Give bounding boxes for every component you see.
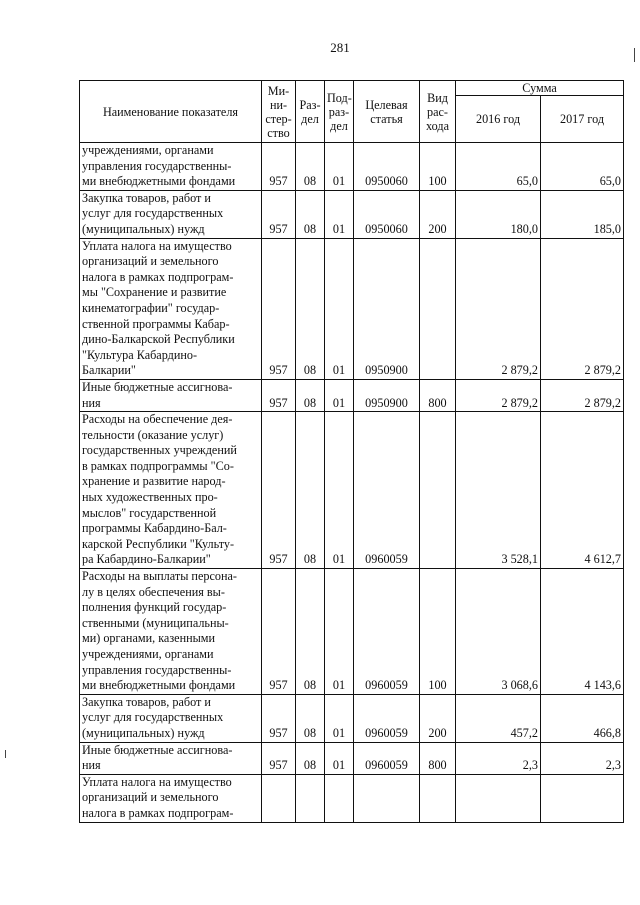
header-subsection: Под- раз- дел	[325, 81, 354, 143]
row-subsection: 01	[325, 412, 354, 569]
row-name: Расходы на выплаты персона- лу в целях обеспечения вы- полнения функций государ- ственными (муниципальны- ми) органами, казенными учреждениями, органами управления государственны- ми внебюджетными фондами	[80, 569, 262, 695]
row-amount-2016: 2,3	[456, 742, 541, 774]
table-row	[80, 694, 624, 742]
row-amount-2017: 185,0	[541, 190, 624, 238]
row-expense-type: 200	[420, 694, 456, 742]
row-target: 0960059	[354, 694, 420, 742]
row-name: Уплата налога на имущество организаций и земельного налога в рамках подпрограм- мы "Сохранение и развитие кинематографии" государ- ственной программы Кабар- дино-Балкарской Республики "Культура Кабардино- Балкарии"	[80, 238, 262, 379]
header-target: Целевая статья	[354, 81, 420, 143]
row-name: Иные бюджетные ассигнова- ния	[80, 742, 262, 774]
row-ministry	[262, 774, 296, 822]
row-subsection: 01	[325, 569, 354, 695]
row-section: 08	[296, 379, 325, 411]
table-row	[80, 412, 624, 569]
table-row	[80, 379, 624, 411]
header-ministry: Ми- ни- стер- ство	[262, 81, 296, 143]
row-subsection: 01	[325, 238, 354, 379]
table-row	[80, 238, 624, 379]
budget-table	[79, 80, 624, 823]
row-section: 08	[296, 238, 325, 379]
row-amount-2017: 466,8	[541, 694, 624, 742]
row-section	[296, 774, 325, 822]
row-expense-type	[420, 774, 456, 822]
row-target: 0960059	[354, 742, 420, 774]
row-subsection: 01	[325, 190, 354, 238]
row-ministry: 957	[262, 190, 296, 238]
header-name: Наименование показателя	[80, 81, 262, 143]
table-row	[80, 190, 624, 238]
row-target: 0950900	[354, 379, 420, 411]
table-body	[80, 143, 624, 823]
row-ministry: 957	[262, 569, 296, 695]
row-amount-2017: 4 612,7	[541, 412, 624, 569]
row-target: 0950900	[354, 238, 420, 379]
row-name: Расходы на обеспечение дея- тельности (оказание услуг) государственных учреждений в рамках подпрограммы "Со- хранение и развитие народ- ных художественных про- мыслов" государственной программы Кабардино-Бал- карской Республики "Культу- ра Кабардино-Балкарии"	[80, 412, 262, 569]
row-expense-type: 200	[420, 190, 456, 238]
row-subsection: 01	[325, 379, 354, 411]
row-section: 08	[296, 143, 325, 191]
row-subsection: 01	[325, 742, 354, 774]
row-amount-2016: 3 528,1	[456, 412, 541, 569]
table-row	[80, 569, 624, 695]
table-header	[80, 81, 624, 143]
row-amount-2016: 2 879,2	[456, 379, 541, 411]
row-expense-type: 800	[420, 742, 456, 774]
header-sum: Сумма	[456, 81, 624, 96]
row-amount-2016: 2 879,2	[456, 238, 541, 379]
row-target: 0950060	[354, 190, 420, 238]
row-expense-type: 100	[420, 569, 456, 695]
row-expense-type	[420, 238, 456, 379]
row-name: Закупка товаров, работ и услуг для государственных (муниципальных) нужд	[80, 190, 262, 238]
row-section: 08	[296, 190, 325, 238]
row-ministry: 957	[262, 742, 296, 774]
row-section: 08	[296, 569, 325, 695]
row-amount-2017: 2,3	[541, 742, 624, 774]
row-subsection: 01	[325, 694, 354, 742]
header-year-2017: 2017 год	[541, 96, 624, 143]
margin-mark	[634, 48, 635, 62]
row-amount-2016: 65,0	[456, 143, 541, 191]
row-target	[354, 774, 420, 822]
row-amount-2017: 2 879,2	[541, 238, 624, 379]
row-amount-2016	[456, 774, 541, 822]
row-amount-2017: 2 879,2	[541, 379, 624, 411]
row-ministry: 957	[262, 379, 296, 411]
row-amount-2016: 457,2	[456, 694, 541, 742]
row-name: Иные бюджетные ассигнова- ния	[80, 379, 262, 411]
row-amount-2017	[541, 774, 624, 822]
row-subsection	[325, 774, 354, 822]
row-ministry: 957	[262, 143, 296, 191]
table-row	[80, 143, 624, 191]
row-amount-2017: 65,0	[541, 143, 624, 191]
row-ministry: 957	[262, 694, 296, 742]
row-name: Закупка товаров, работ и услуг для государственных (муниципальных) нужд	[80, 694, 262, 742]
row-amount-2016: 180,0	[456, 190, 541, 238]
margin-mark	[5, 750, 6, 758]
header-expense-type: Вид рас- хода	[420, 81, 456, 143]
header-year-2016: 2016 год	[456, 96, 541, 143]
row-target: 0960059	[354, 412, 420, 569]
row-amount-2016: 3 068,6	[456, 569, 541, 695]
row-section: 08	[296, 694, 325, 742]
page-number: 281	[330, 40, 350, 55]
table-row	[80, 774, 624, 822]
row-ministry: 957	[262, 238, 296, 379]
row-target: 0960059	[354, 569, 420, 695]
row-target: 0950060	[354, 143, 420, 191]
header-section: Раз- дел	[296, 81, 325, 143]
row-expense-type	[420, 412, 456, 569]
row-expense-type: 100	[420, 143, 456, 191]
row-name: Уплата налога на имущество организаций и земельного налога в рамках подпрограм-	[80, 774, 262, 822]
row-section: 08	[296, 742, 325, 774]
row-section: 08	[296, 412, 325, 569]
row-subsection: 01	[325, 143, 354, 191]
row-ministry: 957	[262, 412, 296, 569]
row-amount-2017: 4 143,6	[541, 569, 624, 695]
table-row	[80, 742, 624, 774]
row-expense-type: 800	[420, 379, 456, 411]
row-name: учреждениями, органами управления государственны- ми внебюджетными фондами	[80, 143, 262, 191]
